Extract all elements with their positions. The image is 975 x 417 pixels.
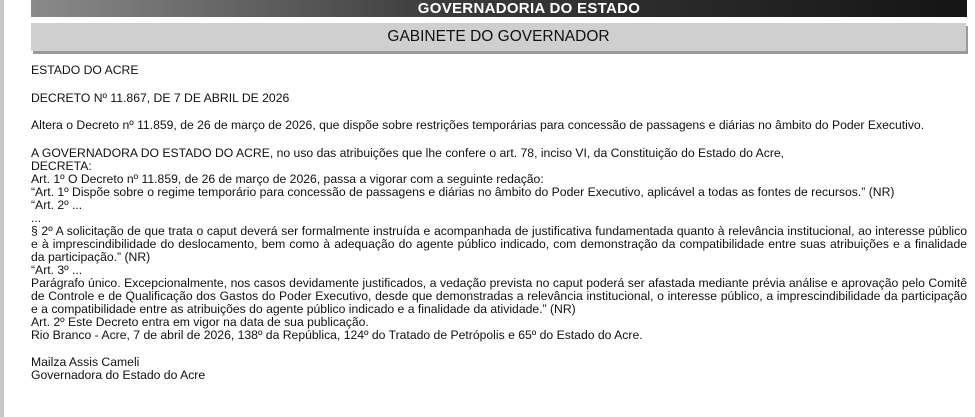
page-left-border [0, 0, 4, 417]
ellipsis-line: ... [31, 211, 42, 225]
article-1-quote-art-1: “Art. 1º Dispõe sobre o regime temporário para concessão de passagens e diárias no âmbito do Poder Executivo, aplicável a todas as fontes de recursos.” (NR) [31, 185, 895, 199]
article-2: Art. 2º Este Decreto entra em vigor na data de sua publicação. [31, 315, 369, 329]
paragraph-2: § 2º A solicitação de que trata o caput deverá ser formalmente instruída e acompanhada de justificativa fundamentada quanto à relevância institucional, ao interesse público e à imprescindibilidade do deslocamento, bem como à adequação do agente público indicado, com demonstração da compatibilidade entre suas atribuições e a finalidade da participação.” (NR) [31, 224, 967, 264]
section-header-bar [31, 0, 967, 17]
section-header-title: GOVERNADORIA DO ESTADO [417, 0, 641, 17]
decree-title: DECRETO Nº 11.867, DE 7 DE ABRIL DE 2026 [31, 91, 290, 105]
article-1: Art. 1º O Decreto nº 11.859, de 26 de março de 2026, passa a vigorar com a seguinte redação: [31, 172, 544, 186]
state-name: ESTADO DO ACRE [31, 63, 139, 77]
decree-decreta: DECRETA: [31, 159, 92, 173]
section-subheader-title: GABINETE DO GOVERNADOR [387, 28, 610, 45]
sole-paragraph: Parágrafo único. Excepcionalmente, nos casos devidamente justificados, a vedação prevista no caput poderá ser afastada mediante prévia análise e aprovação pelo Comitê de Controle e de Qualificação dos Gastos do Poder Executivo, desde que demonstradas a relevância institucional, o interesse público, a imprescindibilidade da participação e a compatibilidade entre as atribuições do agente público indicado e a finalidade da atividade.” (NR) [31, 276, 967, 316]
place-and-date: Rio Branco - Acre, 7 de abril de 2026, 138º da República, 124º do Tratado de Petrópolis e 65º do Estado do Acre. [31, 328, 643, 342]
decree-summary: Altera o Decreto nº 11.859, de 26 de março de 2026, que dispõe sobre restrições temporárias para concessão de passagens e diárias no âmbito do Poder Executivo. [31, 118, 925, 132]
article-3-quote: “Art. 3º ... [31, 263, 83, 277]
decree-preamble: A GOVERNADORA DO ESTADO DO ACRE, no uso das atribuições que lhe confere o art. 78, inciso VI, da Constituição do Estado do Acre, [31, 146, 785, 160]
signer-name: Mailza Assis Cameli [31, 355, 140, 369]
section-subheader-bar [31, 23, 966, 51]
signer-role: Governadora do Estado do Acre [31, 368, 206, 382]
decree-body [31, 64, 967, 382]
article-1-quote-art-2: “Art. 2º ... [31, 198, 83, 212]
